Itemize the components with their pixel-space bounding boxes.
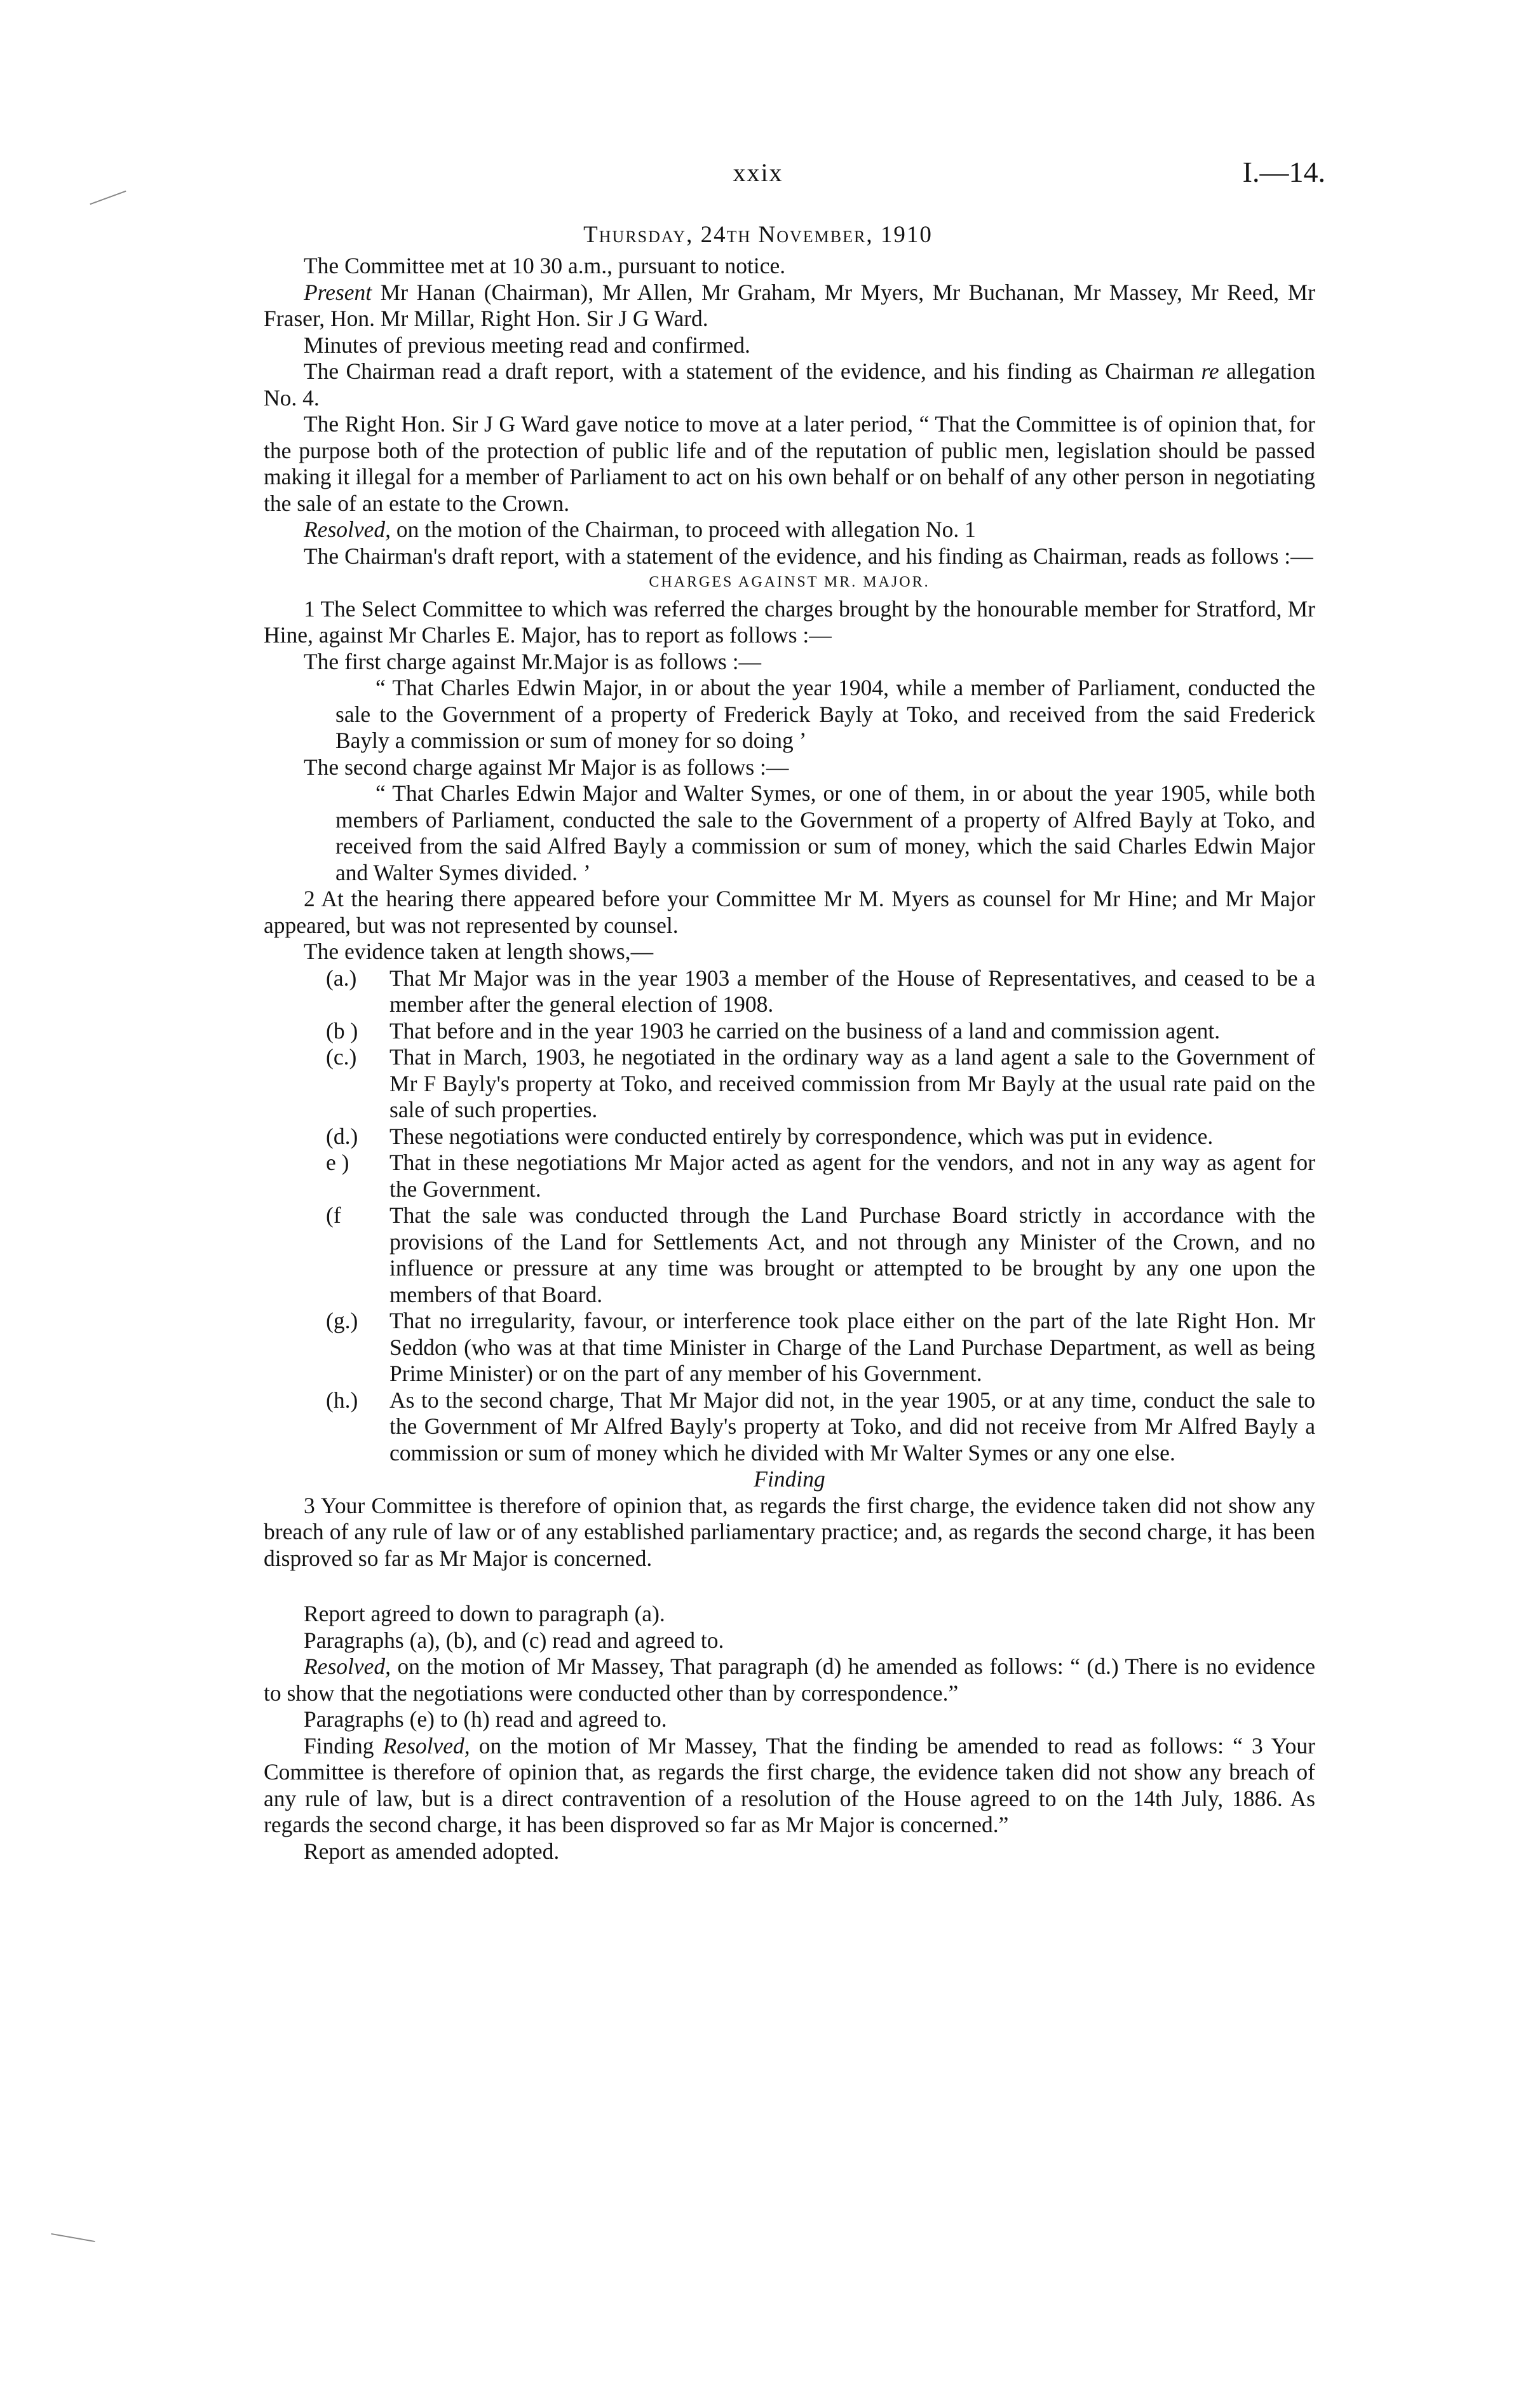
closing-line: Report agreed to down to paragraph (a). bbox=[304, 1601, 665, 1626]
list-item: (a.) That Mr Major was in the year 1903 a member of the House of Representatives, and ceased to be a member after the general election of 1908. bbox=[326, 965, 1315, 1017]
closing-line: Resolved, on the motion of Mr Massey, That paragraph (d) he amended as follows: “ (d.) There is no evidence to show that the negotiations were conducted other than by correspondence.” bbox=[264, 1654, 1315, 1706]
list-item: (g.) That no irregularity, favour, or interference took place either on the part of the late Right Hon. Mr Seddon (who was at that time Minister in Charge of the Land Purchase Department, as well as being Prime Minister) or on the part of any member of his Government. bbox=[326, 1308, 1315, 1386]
closing-line: Paragraphs (e) to (h) read and agreed to. bbox=[304, 1706, 667, 1732]
second-charge-intro: The second charge against Mr Major is as follows :— bbox=[304, 754, 789, 780]
margin-scribble-bottom bbox=[51, 2233, 95, 2242]
second-charge-quote: “ That Charles Edwin Major and Walter Symes, or one of them, in or about the year 1905, while both members of Parliament, conducted the sale to the Government of a property of Alfred Bayly at Toko, and received from the said Alfred Bayly a commission or sum of money, which the said Charles Edwin Major and Walter Symes divided. ’ bbox=[335, 780, 1315, 885]
page-number: xxix bbox=[733, 158, 783, 187]
paragraph: Resolved, on the motion of the Chairman, to proceed with allegation No. 1 bbox=[304, 517, 976, 542]
paragraph-3: 3 Your Committee is therefore of opinion that, as regards the first charge, the evidence taken did not show any breach of any rule of law or of any established parliamentary practice; and, as regards the second charge, it has been disproved so far as Mr Major is concerned. bbox=[264, 1492, 1315, 1571]
list-item: (f That the sale was conducted through the Land Purchase Board strictly in accordance with the provisions of the Land for Settlements Act, and not through any Minister of the Crown, and no influence or pressure at any time was brought or attempted to be brought by any one upon the members of that Board. bbox=[326, 1202, 1315, 1307]
document-reference: I.—14. bbox=[1242, 156, 1325, 188]
list-item: e ) That in these negotiations Mr Major acted as agent for the vendors, and not in any way as agent for the Government. bbox=[326, 1150, 1315, 1202]
margin-scribble-top bbox=[90, 191, 126, 205]
paragraph: Minutes of previous meeting read and confirmed. bbox=[304, 332, 750, 358]
paragraph: The Chairman read a draft report, with a statement of the evidence, and his finding as Chairman re allegation No. 4. bbox=[264, 358, 1315, 411]
closing-line: Finding Resolved, on the motion of Mr Massey, That the finding be amended to read as follows: “ 3 Your Committee is therefore of opinion that, as regards the first charge, the evidence taken did not show any breach of any rule of law, but is a direct contravention of a resolution of the House agreed to on the 14th July, 1886. As regards the second charge, it has been disproved so far as Mr Major is concerned.” bbox=[264, 1732, 1315, 1837]
finding-heading: Finding bbox=[754, 1466, 825, 1492]
evidence-intro: The evidence taken at length shows,— bbox=[304, 939, 654, 964]
first-charge-intro: The first charge against Mr.Major is as follows :— bbox=[304, 648, 762, 674]
paragraph: The Chairman's draft report, with a statement of the evidence, and his finding as Chairman, reads as follows :— bbox=[304, 543, 1313, 569]
date-line: Thursday, 24th November, 1910 bbox=[583, 222, 933, 248]
list-item: (c.) That in March, 1903, he negotiated in the ordinary way as a land agent a sale to the Government of Mr F Bayly's property at Toko, and received commission from Mr Bayly at the usual rate paid on the sale of such properties. bbox=[326, 1044, 1315, 1122]
list-item: (b ) That before and in the year 1903 he carried on the business of a land and commission agent. bbox=[326, 1017, 1221, 1044]
first-charge-quote: “ That Charles Edwin Major, in or about the year 1904, while a member of Parliament, conducted the sale to the Government of a property of Frederick Bayly at Toko, and received from the said Frederick Bayly a commission or sum of money for so doing ’ bbox=[335, 675, 1315, 753]
closing-line: Paragraphs (a), (b), and (c) read and agreed to. bbox=[304, 1627, 724, 1653]
document-body bbox=[264, 253, 1315, 1865]
paragraph-1: 1 The Select Committee to which was referred the charges brought by the honourable member for Stratford, Mr Hine, against Mr Charles E. Major, has to report as follows :— bbox=[264, 595, 1315, 648]
charges-heading: CHARGES AGAINST MR. MAJOR. bbox=[649, 574, 930, 590]
paragraph: The Right Hon. Sir J G Ward gave notice to move at a later period, “ That the Committee is of opinion that, for the purpose both of the protection of public life and of the reputation of public men, legislation should be passed making it illegal for a member of Parliament to act on his own behalf or on behalf of any other person in negotiating the sale of an estate to the Crown. bbox=[264, 411, 1315, 516]
evidence-list bbox=[264, 965, 1315, 1467]
paragraph: Present Mr Hanan (Chairman), Mr Allen, Mr Graham, Mr Myers, Mr Buchanan, Mr Massey, Mr Reed, Mr Fraser, Hon. Mr Millar, Right Hon. Sir J G Ward. bbox=[264, 279, 1315, 331]
list-item: (h.) As to the second charge, That Mr Major did not, in the year 1905, or at any time, conduct the sale to the Government of Mr Alfred Bayly's property at Toko, and did not receive from Mr Alfred Bayly a commission or sum of money which he divided with Mr Walter Symes or any one else. bbox=[326, 1387, 1315, 1466]
list-item: (d.) These negotiations were conducted entirely by correspondence, which was put in evidence. bbox=[326, 1123, 1214, 1149]
closing-line: Report as amended adopted. bbox=[304, 1838, 560, 1864]
paragraph: The Committee met at 10 30 a.m., pursuant to notice. bbox=[304, 253, 786, 278]
paragraph-2: 2 At the hearing there appeared before your Committee Mr M. Myers as counsel for Mr Hine; and Mr Major appeared, but was not represented by counsel. bbox=[264, 886, 1315, 938]
